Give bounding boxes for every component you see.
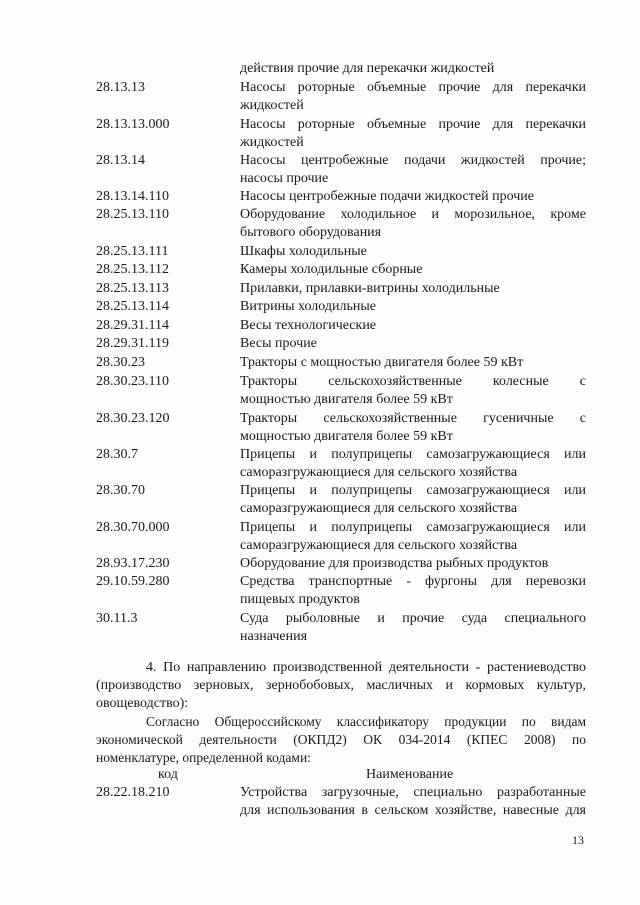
description-line: жидкостей xyxy=(240,98,304,113)
description-line: назначения xyxy=(240,629,308,644)
item-code: 30.11.3 xyxy=(96,611,138,626)
item-code: 28.13.13 xyxy=(96,80,145,95)
item-code: 28.93.17.230 xyxy=(96,556,170,571)
item-code: 28.30.70 xyxy=(96,483,145,498)
description-line: Насосы центробежные подачи жидкостей прочие xyxy=(240,189,534,204)
item-description xyxy=(240,206,586,242)
description-line: Прицепы и полуприцепы самозагружающиеся или xyxy=(240,483,586,498)
description-line: Устройства загрузочные, специально разработанные xyxy=(240,785,586,800)
item-description xyxy=(240,152,586,188)
description-line: саморазгружающиеся для сельского хозяйства xyxy=(240,465,518,480)
item-code: 28.25.13.113 xyxy=(96,281,169,296)
item-description xyxy=(240,188,586,206)
item-code: 28.30.7 xyxy=(96,447,138,462)
description-line: мощностью двигателя более 59 кВт xyxy=(240,392,453,407)
description-line: Насосы центробежные подачи жидкостей прочие; xyxy=(240,153,586,168)
item-code: 28.25.13.112 xyxy=(96,262,169,277)
paragraph-line: номенклатуре, определенной кодами: xyxy=(96,750,311,765)
item-code: 28.13.14 xyxy=(96,153,145,168)
section-4-paragraph xyxy=(96,659,586,713)
description-line: Суда рыболовные и прочие суда специального xyxy=(240,611,586,626)
item-code: 28.13.13.000 xyxy=(96,117,170,132)
paragraph-line: (производство зерновых, зернобобовых, масличных и кормовых культур, xyxy=(96,678,586,693)
description-line: Оборудование холодильное и морозильное, кроме xyxy=(240,207,586,222)
description-line: Тракторы с мощностью двигателя более 59 кВт xyxy=(240,355,524,370)
description-line: Прицепы и полуприцепы самозагружающиеся или xyxy=(240,520,586,535)
item-code: 28.30.23 xyxy=(96,355,145,370)
item-description xyxy=(240,555,586,573)
item-code: 28.13.14.110 xyxy=(96,189,169,204)
item-code: 28.29.31.119 xyxy=(96,336,169,351)
description-line: саморазгружающиеся для сельского хозяйства xyxy=(240,501,518,516)
intro-paragraph xyxy=(96,713,586,767)
item-description xyxy=(240,335,586,353)
item-code: 28.25.13.111 xyxy=(96,244,169,259)
description-line: Весы прочие xyxy=(240,336,317,351)
item-description xyxy=(240,446,586,482)
table-header-code: код xyxy=(158,767,178,782)
paragraph-line: 4. По направлению производственной деятельности - растениеводство xyxy=(146,660,586,675)
item-description xyxy=(240,79,586,115)
item-description xyxy=(240,60,586,78)
description-line: Оборудование для производства рыбных продуктов xyxy=(240,556,549,571)
item-description xyxy=(240,482,586,518)
description-line: Тракторы сельскохозяйственные гусеничные с xyxy=(240,411,586,426)
description-line: Тракторы сельскохозяйственные колесные с xyxy=(240,374,586,389)
item-description xyxy=(240,784,586,820)
item-description xyxy=(240,298,586,316)
item-code: 28.30.70.000 xyxy=(96,520,170,535)
item-description xyxy=(240,243,586,261)
description-line: для использования в сельском хозяйстве, навесные для xyxy=(240,803,586,818)
item-description xyxy=(240,354,586,372)
description-line: Шкафы холодильные xyxy=(240,244,367,259)
description-line: Камеры холодильные сборные xyxy=(240,262,423,277)
paragraph-line: овощеводство): xyxy=(96,696,189,711)
item-code: 28.29.31.114 xyxy=(96,318,169,333)
item-description xyxy=(240,280,586,298)
item-description xyxy=(240,116,586,152)
item-description xyxy=(240,610,586,646)
description-line: саморазгружающиеся для сельского хозяйства xyxy=(240,538,518,553)
description-line: насосы прочие xyxy=(240,171,329,186)
description-line: бытового оборудования xyxy=(240,225,382,240)
description-line: Насосы роторные объемные прочие для перекачки xyxy=(240,117,586,132)
item-description xyxy=(240,573,586,609)
item-code: 28.30.23.110 xyxy=(96,374,169,389)
item-code: 28.25.13.114 xyxy=(96,299,169,314)
item-description xyxy=(240,317,586,335)
item-description xyxy=(240,410,586,446)
description-line: Насосы роторные объемные прочие для перекачки xyxy=(240,80,586,95)
page-number: 13 xyxy=(572,833,584,847)
description-line: Витрины холодильные xyxy=(240,299,376,314)
description-line: Прилавки, прилавки-витрины холодильные xyxy=(240,281,500,296)
description-line: действия прочие для перекачки жидкостей xyxy=(240,61,495,76)
item-code: 29.10.59.280 xyxy=(96,574,170,589)
paragraph-line: экономической деятельности (ОКПД2) ОК 034-2014 (КПЕС 2008) по xyxy=(96,732,586,747)
item-code: 28.25.13.110 xyxy=(96,207,169,222)
paragraph-line: Согласно Общероссийскому классификатору продукции по видам xyxy=(146,714,586,729)
description-line: пищевых продуктов xyxy=(240,592,360,607)
description-line: Прицепы и полуприцепы самозагружающиеся или xyxy=(240,447,586,462)
description-line: Весы технологические xyxy=(240,318,377,333)
description-line: мощностью двигателя более 59 кВт xyxy=(240,429,453,444)
item-code: 28.22.18.210 xyxy=(96,785,170,800)
item-code: 28.30.23.120 xyxy=(96,411,170,426)
table-header-name: Наименование xyxy=(366,767,454,782)
item-description xyxy=(240,261,586,279)
item-description xyxy=(240,519,586,555)
item-description xyxy=(240,373,586,409)
description-line: жидкостей xyxy=(240,135,304,150)
description-line: Средства транспортные - фургоны для перевозки xyxy=(240,574,586,589)
